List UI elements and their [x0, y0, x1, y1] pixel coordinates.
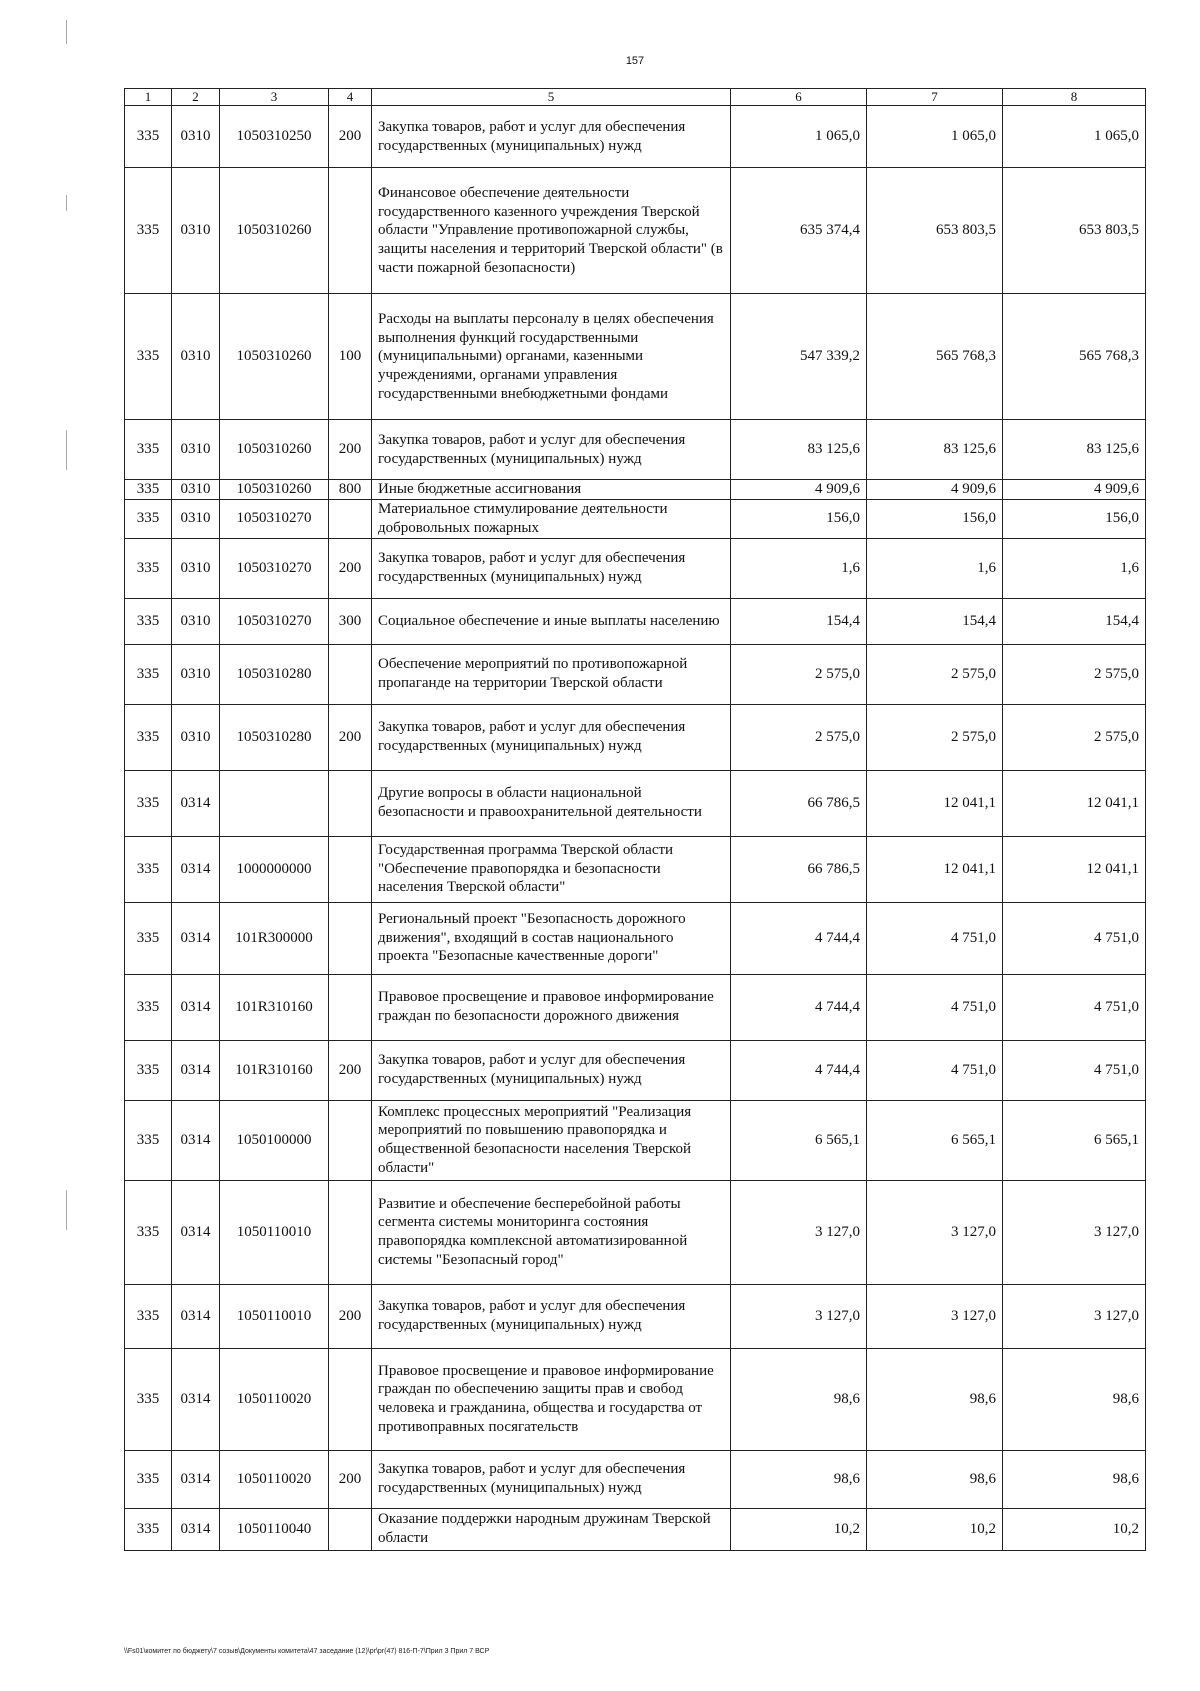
code-cell-1: 335 — [125, 1348, 172, 1450]
value-cell-6: 66 786,5 — [731, 836, 867, 902]
value-cell-8: 653 803,5 — [1003, 168, 1146, 294]
scan-mark — [66, 195, 67, 211]
code-cell-1: 335 — [125, 1284, 172, 1348]
table-row — [125, 902, 1146, 974]
value-cell-8: 156,0 — [1003, 500, 1146, 539]
code-cell-3: 1050310280 — [220, 644, 329, 704]
value-cell-7: 565 768,3 — [867, 294, 1003, 420]
description-cell: Закупка товаров, работ и услуг для обеспечения государственных (муниципальных) нужд — [372, 1450, 731, 1508]
value-cell-7: 4 751,0 — [867, 974, 1003, 1040]
header-cell-1: 1 — [125, 89, 172, 106]
code-cell-1: 335 — [125, 974, 172, 1040]
value-cell-7: 4 751,0 — [867, 902, 1003, 974]
code-cell-3: 1050310270 — [220, 538, 329, 598]
code-cell-4: 200 — [329, 106, 372, 168]
code-cell-4: 200 — [329, 1040, 372, 1100]
value-cell-8: 1 065,0 — [1003, 106, 1146, 168]
value-cell-6: 4 744,4 — [731, 902, 867, 974]
code-cell-2: 0310 — [172, 644, 220, 704]
code-cell-2: 0310 — [172, 168, 220, 294]
value-cell-7: 1,6 — [867, 538, 1003, 598]
code-cell-2: 0314 — [172, 1348, 220, 1450]
code-cell-3: 1000000000 — [220, 836, 329, 902]
code-cell-4 — [329, 644, 372, 704]
value-cell-6: 3 127,0 — [731, 1284, 867, 1348]
value-cell-7: 98,6 — [867, 1348, 1003, 1450]
code-cell-1: 335 — [125, 1180, 172, 1284]
value-cell-8: 2 575,0 — [1003, 644, 1146, 704]
value-cell-8: 10,2 — [1003, 1508, 1146, 1550]
code-cell-3: 1050110020 — [220, 1348, 329, 1450]
value-cell-7: 1 065,0 — [867, 106, 1003, 168]
code-cell-4: 200 — [329, 1450, 372, 1508]
value-cell-6: 1 065,0 — [731, 106, 867, 168]
code-cell-1: 335 — [125, 538, 172, 598]
value-cell-6: 10,2 — [731, 1508, 867, 1550]
page-number: 157 — [625, 55, 645, 67]
table-row — [125, 500, 1146, 539]
code-cell-2: 0314 — [172, 1100, 220, 1180]
code-cell-4 — [329, 1100, 372, 1180]
description-cell: Правовое просвещение и правовое информирование граждан по безопасности дорожного движения — [372, 974, 731, 1040]
code-cell-1: 335 — [125, 500, 172, 539]
code-cell-4: 800 — [329, 480, 372, 500]
value-cell-8: 3 127,0 — [1003, 1284, 1146, 1348]
value-cell-6: 156,0 — [731, 500, 867, 539]
budget-table — [124, 88, 1146, 1551]
value-cell-8: 3 127,0 — [1003, 1180, 1146, 1284]
code-cell-1: 335 — [125, 420, 172, 480]
description-cell: Материальное стимулирование деятельности добровольных пожарных — [372, 500, 731, 539]
code-cell-1: 335 — [125, 598, 172, 644]
code-cell-2: 0310 — [172, 480, 220, 500]
description-cell: Закупка товаров, работ и услуг для обеспечения государственных (муниципальных) нужд — [372, 106, 731, 168]
table-row — [125, 106, 1146, 168]
code-cell-4 — [329, 1180, 372, 1284]
code-cell-3: 1050310260 — [220, 168, 329, 294]
code-cell-4: 200 — [329, 538, 372, 598]
code-cell-1: 335 — [125, 770, 172, 836]
code-cell-3: 1050310270 — [220, 500, 329, 539]
code-cell-3: 1050310250 — [220, 106, 329, 168]
value-cell-6: 66 786,5 — [731, 770, 867, 836]
value-cell-6: 1,6 — [731, 538, 867, 598]
value-cell-6: 4 744,4 — [731, 974, 867, 1040]
code-cell-4 — [329, 836, 372, 902]
description-cell: Закупка товаров, работ и услуг для обеспечения государственных (муниципальных) нужд — [372, 538, 731, 598]
code-cell-3 — [220, 770, 329, 836]
value-cell-8: 12 041,1 — [1003, 770, 1146, 836]
value-cell-8: 154,4 — [1003, 598, 1146, 644]
header-cell-6: 6 — [731, 89, 867, 106]
table-row — [125, 598, 1146, 644]
scan-mark — [66, 1190, 67, 1230]
value-cell-6: 6 565,1 — [731, 1100, 867, 1180]
code-cell-1: 335 — [125, 644, 172, 704]
code-cell-2: 0314 — [172, 1508, 220, 1550]
value-cell-8: 1,6 — [1003, 538, 1146, 598]
value-cell-7: 6 565,1 — [867, 1100, 1003, 1180]
code-cell-4 — [329, 974, 372, 1040]
code-cell-3: 101R300000 — [220, 902, 329, 974]
code-cell-2: 0310 — [172, 704, 220, 770]
value-cell-6: 4 909,6 — [731, 480, 867, 500]
description-cell: Правовое просвещение и правовое информирование граждан по обеспечению защиты прав и свобод человека и гражданина, общества и государства от противоправных посягательств — [372, 1348, 731, 1450]
description-cell: Развитие и обеспечение бесперебойной работы сегмента системы мониторинга состояния правопорядка комплексной автоматизированной системы "Безопасный город" — [372, 1180, 731, 1284]
code-cell-2: 0314 — [172, 836, 220, 902]
table-row — [125, 1100, 1146, 1180]
code-cell-2: 0310 — [172, 294, 220, 420]
code-cell-2: 0314 — [172, 974, 220, 1040]
value-cell-7: 154,4 — [867, 598, 1003, 644]
value-cell-8: 12 041,1 — [1003, 836, 1146, 902]
code-cell-3: 101R310160 — [220, 1040, 329, 1100]
table-row — [125, 1180, 1146, 1284]
code-cell-4: 100 — [329, 294, 372, 420]
code-cell-1: 335 — [125, 294, 172, 420]
code-cell-1: 335 — [125, 704, 172, 770]
table-row — [125, 974, 1146, 1040]
description-cell: Обеспечение мероприятий по противопожарной пропаганде на территории Тверской области — [372, 644, 731, 704]
description-cell: Государственная программа Тверской области "Обеспечение правопорядка и безопасности населения Тверской области" — [372, 836, 731, 902]
header-cell-3: 3 — [220, 89, 329, 106]
code-cell-3: 101R310160 — [220, 974, 329, 1040]
value-cell-7: 98,6 — [867, 1450, 1003, 1508]
table-row — [125, 644, 1146, 704]
value-cell-7: 156,0 — [867, 500, 1003, 539]
value-cell-7: 653 803,5 — [867, 168, 1003, 294]
code-cell-2: 0310 — [172, 106, 220, 168]
scan-mark — [66, 20, 67, 44]
code-cell-1: 335 — [125, 480, 172, 500]
value-cell-6: 4 744,4 — [731, 1040, 867, 1100]
description-cell: Комплекс процессных мероприятий "Реализация мероприятий по повышению правопорядка и общественной безопасности населения Тверской области" — [372, 1100, 731, 1180]
code-cell-3: 1050310260 — [220, 420, 329, 480]
value-cell-6: 2 575,0 — [731, 644, 867, 704]
code-cell-1: 335 — [125, 1450, 172, 1508]
description-cell: Закупка товаров, работ и услуг для обеспечения государственных (муниципальных) нужд — [372, 704, 731, 770]
description-cell: Оказание поддержки народным дружинам Тверской области — [372, 1508, 731, 1550]
code-cell-2: 0310 — [172, 420, 220, 480]
value-cell-6: 2 575,0 — [731, 704, 867, 770]
code-cell-2: 0314 — [172, 1450, 220, 1508]
value-cell-8: 2 575,0 — [1003, 704, 1146, 770]
table-row — [125, 168, 1146, 294]
table-row — [125, 1284, 1146, 1348]
header-cell-8: 8 — [1003, 89, 1146, 106]
code-cell-2: 0310 — [172, 500, 220, 539]
value-cell-7: 3 127,0 — [867, 1180, 1003, 1284]
table-row — [125, 836, 1146, 902]
code-cell-4 — [329, 500, 372, 539]
table-row — [125, 1348, 1146, 1450]
code-cell-2: 0314 — [172, 1180, 220, 1284]
code-cell-4: 200 — [329, 1284, 372, 1348]
table-row — [125, 770, 1146, 836]
value-cell-7: 83 125,6 — [867, 420, 1003, 480]
code-cell-4 — [329, 770, 372, 836]
table-row — [125, 420, 1146, 480]
code-cell-3: 1050310280 — [220, 704, 329, 770]
value-cell-8: 98,6 — [1003, 1348, 1146, 1450]
value-cell-7: 2 575,0 — [867, 704, 1003, 770]
value-cell-7: 12 041,1 — [867, 836, 1003, 902]
value-cell-6: 83 125,6 — [731, 420, 867, 480]
table-row — [125, 294, 1146, 420]
code-cell-3: 1050310260 — [220, 294, 329, 420]
code-cell-2: 0314 — [172, 770, 220, 836]
header-row — [125, 89, 1146, 106]
value-cell-6: 154,4 — [731, 598, 867, 644]
description-cell: Другие вопросы в области национальной безопасности и правоохранительной деятельности — [372, 770, 731, 836]
value-cell-6: 98,6 — [731, 1450, 867, 1508]
value-cell-7: 4 909,6 — [867, 480, 1003, 500]
value-cell-7: 2 575,0 — [867, 644, 1003, 704]
table-row — [125, 480, 1146, 500]
table-row — [125, 538, 1146, 598]
value-cell-8: 4 909,6 — [1003, 480, 1146, 500]
code-cell-4 — [329, 902, 372, 974]
value-cell-8: 6 565,1 — [1003, 1100, 1146, 1180]
value-cell-7: 4 751,0 — [867, 1040, 1003, 1100]
header-cell-7: 7 — [867, 89, 1003, 106]
value-cell-8: 83 125,6 — [1003, 420, 1146, 480]
header-cell-4: 4 — [329, 89, 372, 106]
code-cell-3: 1050110010 — [220, 1284, 329, 1348]
value-cell-7: 3 127,0 — [867, 1284, 1003, 1348]
code-cell-2: 0314 — [172, 1284, 220, 1348]
table-row — [125, 1040, 1146, 1100]
code-cell-1: 335 — [125, 1040, 172, 1100]
header-cell-5: 5 — [372, 89, 731, 106]
table-row — [125, 704, 1146, 770]
value-cell-8: 4 751,0 — [1003, 974, 1146, 1040]
code-cell-3: 1050110020 — [220, 1450, 329, 1508]
code-cell-4 — [329, 1348, 372, 1450]
table-row — [125, 1450, 1146, 1508]
header-cell-2: 2 — [172, 89, 220, 106]
value-cell-6: 635 374,4 — [731, 168, 867, 294]
scan-mark — [66, 430, 67, 470]
value-cell-8: 4 751,0 — [1003, 902, 1146, 974]
description-cell: Иные бюджетные ассигнования — [372, 480, 731, 500]
value-cell-6: 98,6 — [731, 1348, 867, 1450]
code-cell-4: 300 — [329, 598, 372, 644]
code-cell-3: 1050310270 — [220, 598, 329, 644]
code-cell-2: 0314 — [172, 902, 220, 974]
code-cell-4 — [329, 1508, 372, 1550]
value-cell-6: 3 127,0 — [731, 1180, 867, 1284]
description-cell: Закупка товаров, работ и услуг для обеспечения государственных (муниципальных) нужд — [372, 1284, 731, 1348]
code-cell-2: 0314 — [172, 1040, 220, 1100]
code-cell-3: 1050110040 — [220, 1508, 329, 1550]
code-cell-2: 0310 — [172, 538, 220, 598]
description-cell: Социальное обеспечение и иные выплаты населению — [372, 598, 731, 644]
code-cell-3: 1050100000 — [220, 1100, 329, 1180]
description-cell: Закупка товаров, работ и услуг для обеспечения государственных (муниципальных) нужд — [372, 420, 731, 480]
description-cell: Региональный проект "Безопасность дорожного движения", входящий в состав национального проекта "Безопасные качественные дороги" — [372, 902, 731, 974]
description-cell: Расходы на выплаты персоналу в целях обеспечения выполнения функций государственными (муниципальными) органами, казенными учреждениями, органами управления государственными внебюджетными фондами — [372, 294, 731, 420]
code-cell-3: 1050110010 — [220, 1180, 329, 1284]
value-cell-7: 10,2 — [867, 1508, 1003, 1550]
value-cell-8: 4 751,0 — [1003, 1040, 1146, 1100]
code-cell-4: 200 — [329, 704, 372, 770]
value-cell-7: 12 041,1 — [867, 770, 1003, 836]
code-cell-4 — [329, 168, 372, 294]
file-path-footer: \\Fs01\комитет по бюджету\7 созыв\Документы комитета\47 заседание (12)\pr\pr(47) 816-П-7\Прил 3 Прил 7 ВСР — [124, 1648, 490, 1655]
code-cell-4: 200 — [329, 420, 372, 480]
code-cell-1: 335 — [125, 1100, 172, 1180]
value-cell-8: 98,6 — [1003, 1450, 1146, 1508]
table-row — [125, 1508, 1146, 1550]
code-cell-1: 335 — [125, 106, 172, 168]
code-cell-1: 335 — [125, 836, 172, 902]
description-cell: Финансовое обеспечение деятельности государственного казенного учреждения Тверской области "Управление противопожарной службы, защиты населения и территорий Тверской области" (в части пожарной безопасности) — [372, 168, 731, 294]
code-cell-2: 0310 — [172, 598, 220, 644]
description-cell: Закупка товаров, работ и услуг для обеспечения государственных (муниципальных) нужд — [372, 1040, 731, 1100]
value-cell-6: 547 339,2 — [731, 294, 867, 420]
code-cell-3: 1050310260 — [220, 480, 329, 500]
code-cell-1: 335 — [125, 168, 172, 294]
value-cell-8: 565 768,3 — [1003, 294, 1146, 420]
code-cell-1: 335 — [125, 1508, 172, 1550]
code-cell-1: 335 — [125, 902, 172, 974]
